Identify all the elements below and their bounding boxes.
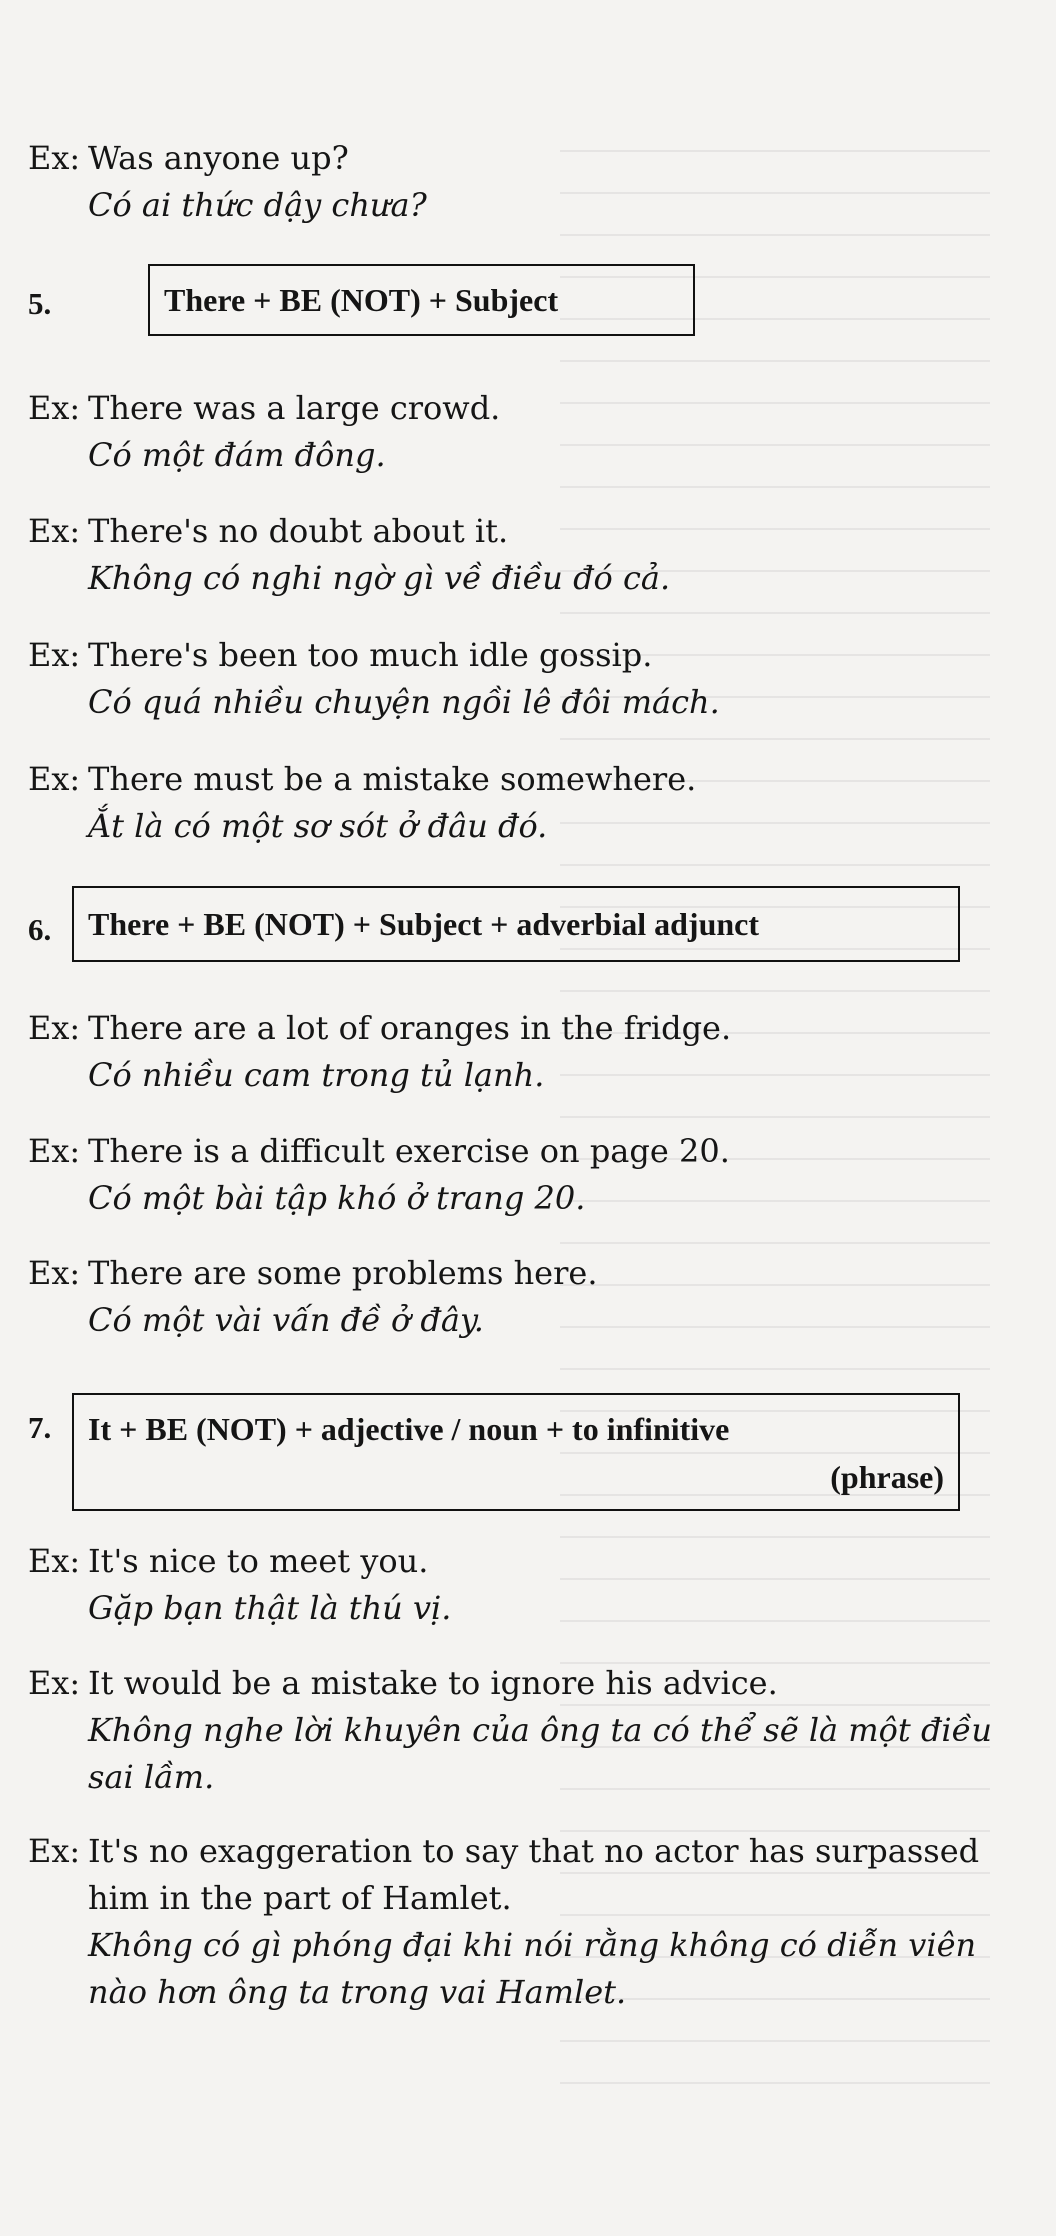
example-vietnamese: Có ai thức dậy chưa? (88, 186, 427, 224)
example: Ex: There must be a mistake somewhere. Ắt là có một sơ sót ở đâu đó. (28, 756, 1028, 850)
example-top (28, 135, 1028, 229)
example: Ex: There is a difficult exercise on page 20. Có một bài tập khó ở trang 20. (28, 1128, 1028, 1222)
example-vietnamese: nào hơn ông ta trong vai Hamlet. (88, 1973, 627, 2011)
example-vietnamese: Không có gì phóng đại khi nói rằng không có diễn viên (88, 1926, 977, 1964)
example: Ex: There are a lot of oranges in the fridge. Có nhiều cam trong tủ lạnh. (28, 1005, 1028, 1099)
example: Ex: It's nice to meet you. Gặp bạn thật là thú vị. (28, 1538, 1028, 1632)
example-english: It's nice to meet you. (88, 1542, 429, 1580)
example-english: There's been too much idle gossip. (88, 636, 653, 674)
example-vietnamese: Có nhiều cam trong tủ lạnh. (88, 1056, 545, 1094)
example-english: There are some problems here. (88, 1254, 598, 1292)
example-english: There are a lot of oranges in the fridge. (88, 1009, 732, 1047)
example-vietnamese: Ắt là có một sơ sót ở đâu đó. (88, 807, 548, 845)
example: Ex: There was a large crowd. Có một đám đông. (28, 385, 1028, 479)
example-vietnamese: Có một bài tập khó ở trang 20. (88, 1179, 586, 1217)
section-7-heading-line-1: It + BE (NOT) + adjective / noun + to infinitive (88, 1411, 730, 1447)
example: Ex: It's no exaggeration to say that no actor has surpassed him in the part of Hamlet. Không có gì phóng đại khi nói rằng không có diễn viên nào hơn ông ta trong vai Hamlet. (28, 1828, 1028, 2016)
example-vietnamese: Có quá nhiều chuyện ngồi lê đôi mách. (88, 683, 720, 721)
example: Ex: There's no doubt about it. Không có nghi ngờ gì về điều đó cả. (28, 508, 1028, 602)
example: Ex: There's been too much idle gossip. Có quá nhiều chuyện ngồi lê đôi mách. (28, 632, 1028, 726)
section-7-number: 7. (28, 1410, 52, 1445)
example-vietnamese: Không có nghi ngờ gì về điều đó cả. (88, 559, 671, 597)
section-5-heading: There + BE (NOT) + Subject (164, 282, 559, 318)
example-vietnamese: Không nghe lời khuyên của ông ta có thể sẽ là một điều (88, 1711, 992, 1749)
section-5-heading-box (148, 264, 695, 336)
example: Ex: There are some problems here. Có một vài vấn đề ở đây. (28, 1250, 1028, 1344)
example-english: There is a difficult exercise on page 20. (88, 1132, 730, 1170)
section-6-heading: There + BE (NOT) + Subject + adverbial adjunct (88, 906, 760, 942)
example-english: It would be a mistake to ignore his advice. (88, 1664, 778, 1702)
example-english: him in the part of Hamlet. (88, 1879, 512, 1917)
example: Ex: It would be a mistake to ignore his advice. Không nghe lời khuyên của ông ta có thể sẽ là một điều sai lầm. (28, 1660, 1028, 1801)
section-6-heading-box (72, 886, 960, 962)
example-vietnamese: sai lầm. (88, 1758, 215, 1796)
example-english: There's no doubt about it. (88, 512, 509, 550)
example-english: It's no exaggeration to say that no actor has surpassed (88, 1832, 980, 1870)
section-6-number: 6. (28, 912, 52, 947)
example-vietnamese: Có một vài vấn đề ở đây. (88, 1301, 484, 1339)
example-vietnamese: Có một đám đông. (88, 436, 386, 474)
example-vietnamese: Gặp bạn thật là thú vị. (88, 1589, 452, 1627)
example-english: There was a large crowd. (88, 389, 501, 427)
section-5-number: 5. (28, 286, 52, 321)
example-english: There must be a mistake somewhere. (88, 760, 697, 798)
example-english: Was anyone up? (88, 139, 349, 177)
section-7-heading-line-2: (phrase) (830, 1459, 944, 1495)
ex-label: Ex: (28, 139, 81, 177)
section-7-heading-box (72, 1393, 960, 1511)
